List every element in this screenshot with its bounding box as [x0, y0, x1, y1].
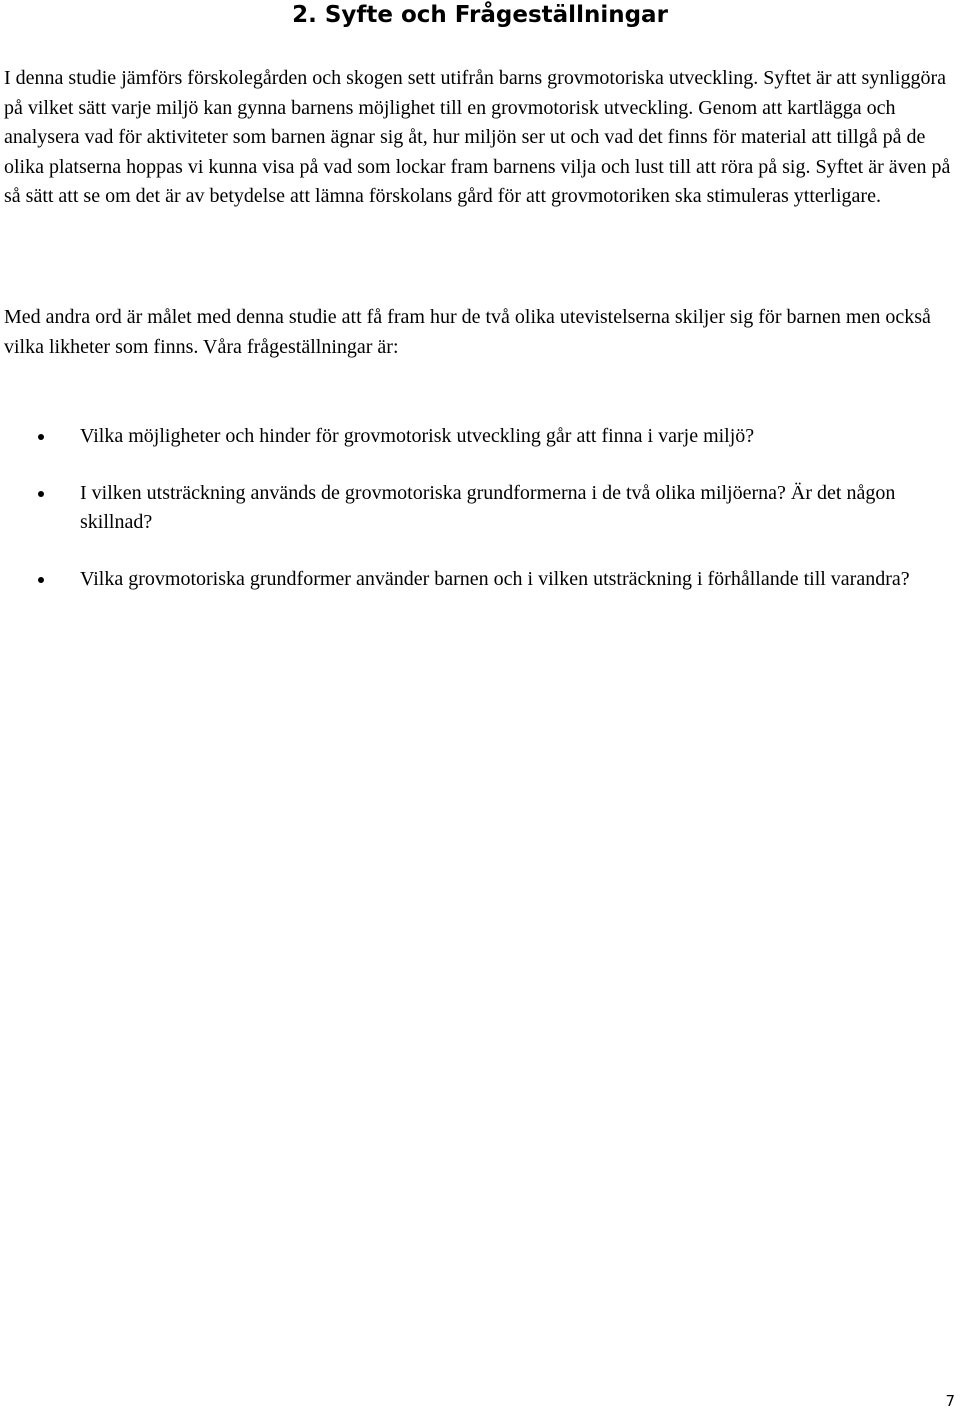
purpose-paragraph: I denna studie jämförs förskolegården och skogen sett utifrån barns grovmotoriska utveckling. Syftet är att synliggöra på vilket sätt varje miljö kan gynna barnens möjlighet till en grovmotorisk utveckling. Genom att kartlägga och analysera vad för aktiviteter som barnen ägnar sig åt, hur miljön ser ut och vad det finns för material att tillgå på de olika platserna hoppas vi kunna visa på vad som lockar fram barnens vilja och lust till att röra på sig. Syftet är även på så sätt att se om det är av betydelse att lämna förskolans gård för att grovmotoriken ska stimuleras ytterligare.	[4, 67, 951, 207]
question-text: Vilka möjligheter och hinder för grovmotorisk utveckling går att finna i varje miljö?	[80, 425, 755, 447]
bullet-icon	[38, 577, 44, 583]
list-item	[0, 479, 960, 538]
page-number: 7	[945, 1392, 955, 1410]
list-item	[0, 422, 960, 452]
list-item	[0, 565, 960, 595]
research-questions-list	[0, 422, 960, 621]
question-text: I vilken utsträckning används de grovmotoriska grundformerna i de två olika miljöerna? Är det någon skillnad?	[80, 481, 896, 533]
bullet-icon	[38, 434, 44, 440]
bullet-icon	[38, 491, 44, 497]
question-text: Vilka grovmotoriska grundformer använder barnen och i vilken utsträckning i förhållande till varandra?	[80, 567, 910, 590]
goal-paragraph: Med andra ord är målet med denna studie att få fram hur de två olika utevistelserna skiljer sig för barnen men också vilka likheter som finns. Våra frågeställningar är:	[4, 306, 931, 358]
section-heading: 2. Syfte och Frågeställningar	[292, 2, 668, 28]
